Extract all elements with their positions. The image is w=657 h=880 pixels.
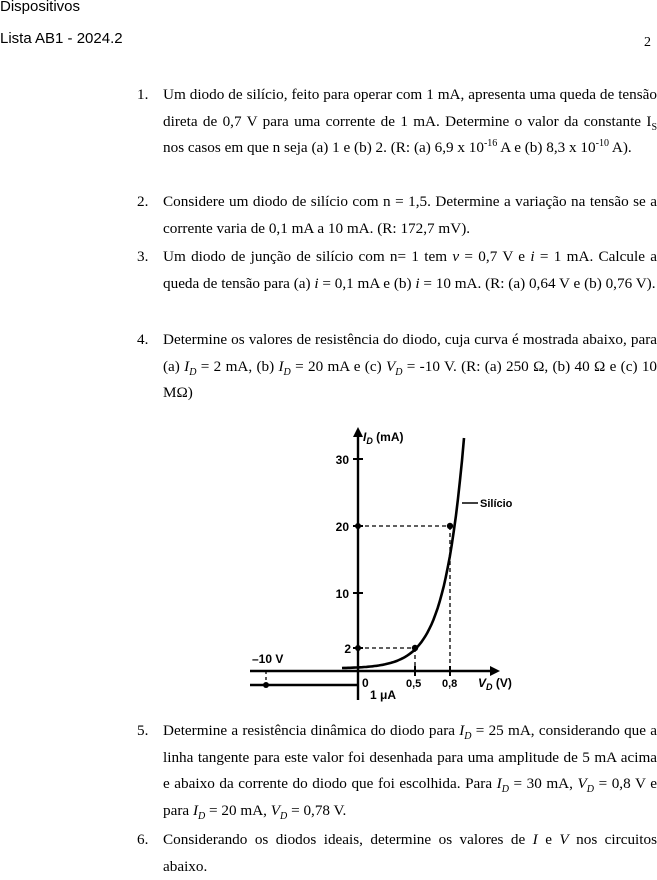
x-axis-label: $V_D$ (V): [478, 676, 512, 692]
question-5: [137, 718, 657, 824]
y-tick-label: 20: [335, 520, 349, 534]
point-neg10v: [263, 682, 269, 688]
question-2: [137, 189, 657, 242]
y-axis-arrow: [353, 427, 363, 437]
question-number: 4.: [137, 331, 149, 348]
neg-voltage-label: –10 V: [252, 652, 284, 666]
curve-label: Silício: [480, 498, 513, 510]
document-subtitle: Lista AB1 - 2024.2: [0, 30, 123, 47]
question-text: Determine os valores de resistência do diodo, cuja curva é mostrada abaixo, para (a) $I_D = 2$ mA, (b) $I_D = 20$ mA e (c) $V_D = -10$ V. (R: (a) 250 Ω, (b) 40 Ω e (c) 10 MΩ): [163, 331, 657, 401]
diode-iv-curve-figure: [232, 425, 532, 705]
question-text: Um diodo de silício, feito para operar com 1 mA, apresenta uma queda de tensão direta de 0,7 V para uma corrente de 1 mA. Determine o valor da constante $I_S$ nos casos em que n seja (a) 1 e (b) 2. (R: (a) 6,9 x $10^{-16}$ A e (b) 8,3 x $10^{-10}$ A).: [163, 86, 657, 156]
question-text: Considere um diodo de silício com n = 1,5. Determine a variação na tensão se a corrente varia de 0,1 mA a 10 mA. (R: 172,7 mV).: [163, 193, 657, 237]
question-3: [137, 244, 657, 297]
y-tick-label: 30: [335, 453, 349, 467]
reverse-current-label: 1 μA: [370, 688, 397, 702]
point-0-8v-20ma: [447, 523, 453, 529]
question-1: [137, 82, 657, 162]
y-tick-label: 2: [344, 642, 351, 656]
question-text: Determine a resistência dinâmica do diodo para $I_D = 25$ mA, considerando que a linha tangente para este valor foi desenhada para uma amplitude de 5 mA acima e abaixo da corrente do diodo que foi escolhida. Para $I_D = 30$ mA, $V_D = 0,8$ V e para $I_D = 20$ mA, $V_D = 0,78$ V.: [163, 722, 657, 822]
x-tick-label: 0: [362, 676, 369, 690]
question-number: 5.: [137, 722, 149, 739]
point-axis-2ma: [355, 645, 361, 651]
question-number: 6.: [137, 831, 149, 848]
page-number: 2: [644, 35, 651, 50]
question-text: Considerando os diodos ideais, determine os valores de I e V nos circuitos abaixo.: [163, 831, 657, 875]
point-axis-20ma: [355, 523, 361, 529]
question-6: [137, 827, 657, 880]
x-tick-label: 0,5: [406, 678, 422, 690]
x-axis-arrow: [490, 666, 500, 676]
diode-forward-curve: [342, 438, 464, 668]
question-text: Um diodo de junção de silício com n= 1 tem v = 0,7 V e i = 1 mA. Calcule a queda de tensão para (a) i = 0,1 mA e (b) i = 10 mA. (R: (a) 0,64 V e (b) 0,76 V).: [163, 248, 657, 292]
y-tick-label: 10: [335, 587, 349, 601]
question-4: [137, 327, 657, 407]
question-number: 2.: [137, 193, 149, 210]
document-title: Dispositivos: [0, 0, 81, 15]
question-number: 3.: [137, 248, 149, 265]
question-number: 1.: [137, 86, 149, 103]
point-0-5v-2ma: [412, 645, 418, 651]
y-axis-label: $I_D$ (mA): [363, 430, 404, 446]
x-tick-label: 0,8: [442, 678, 458, 690]
